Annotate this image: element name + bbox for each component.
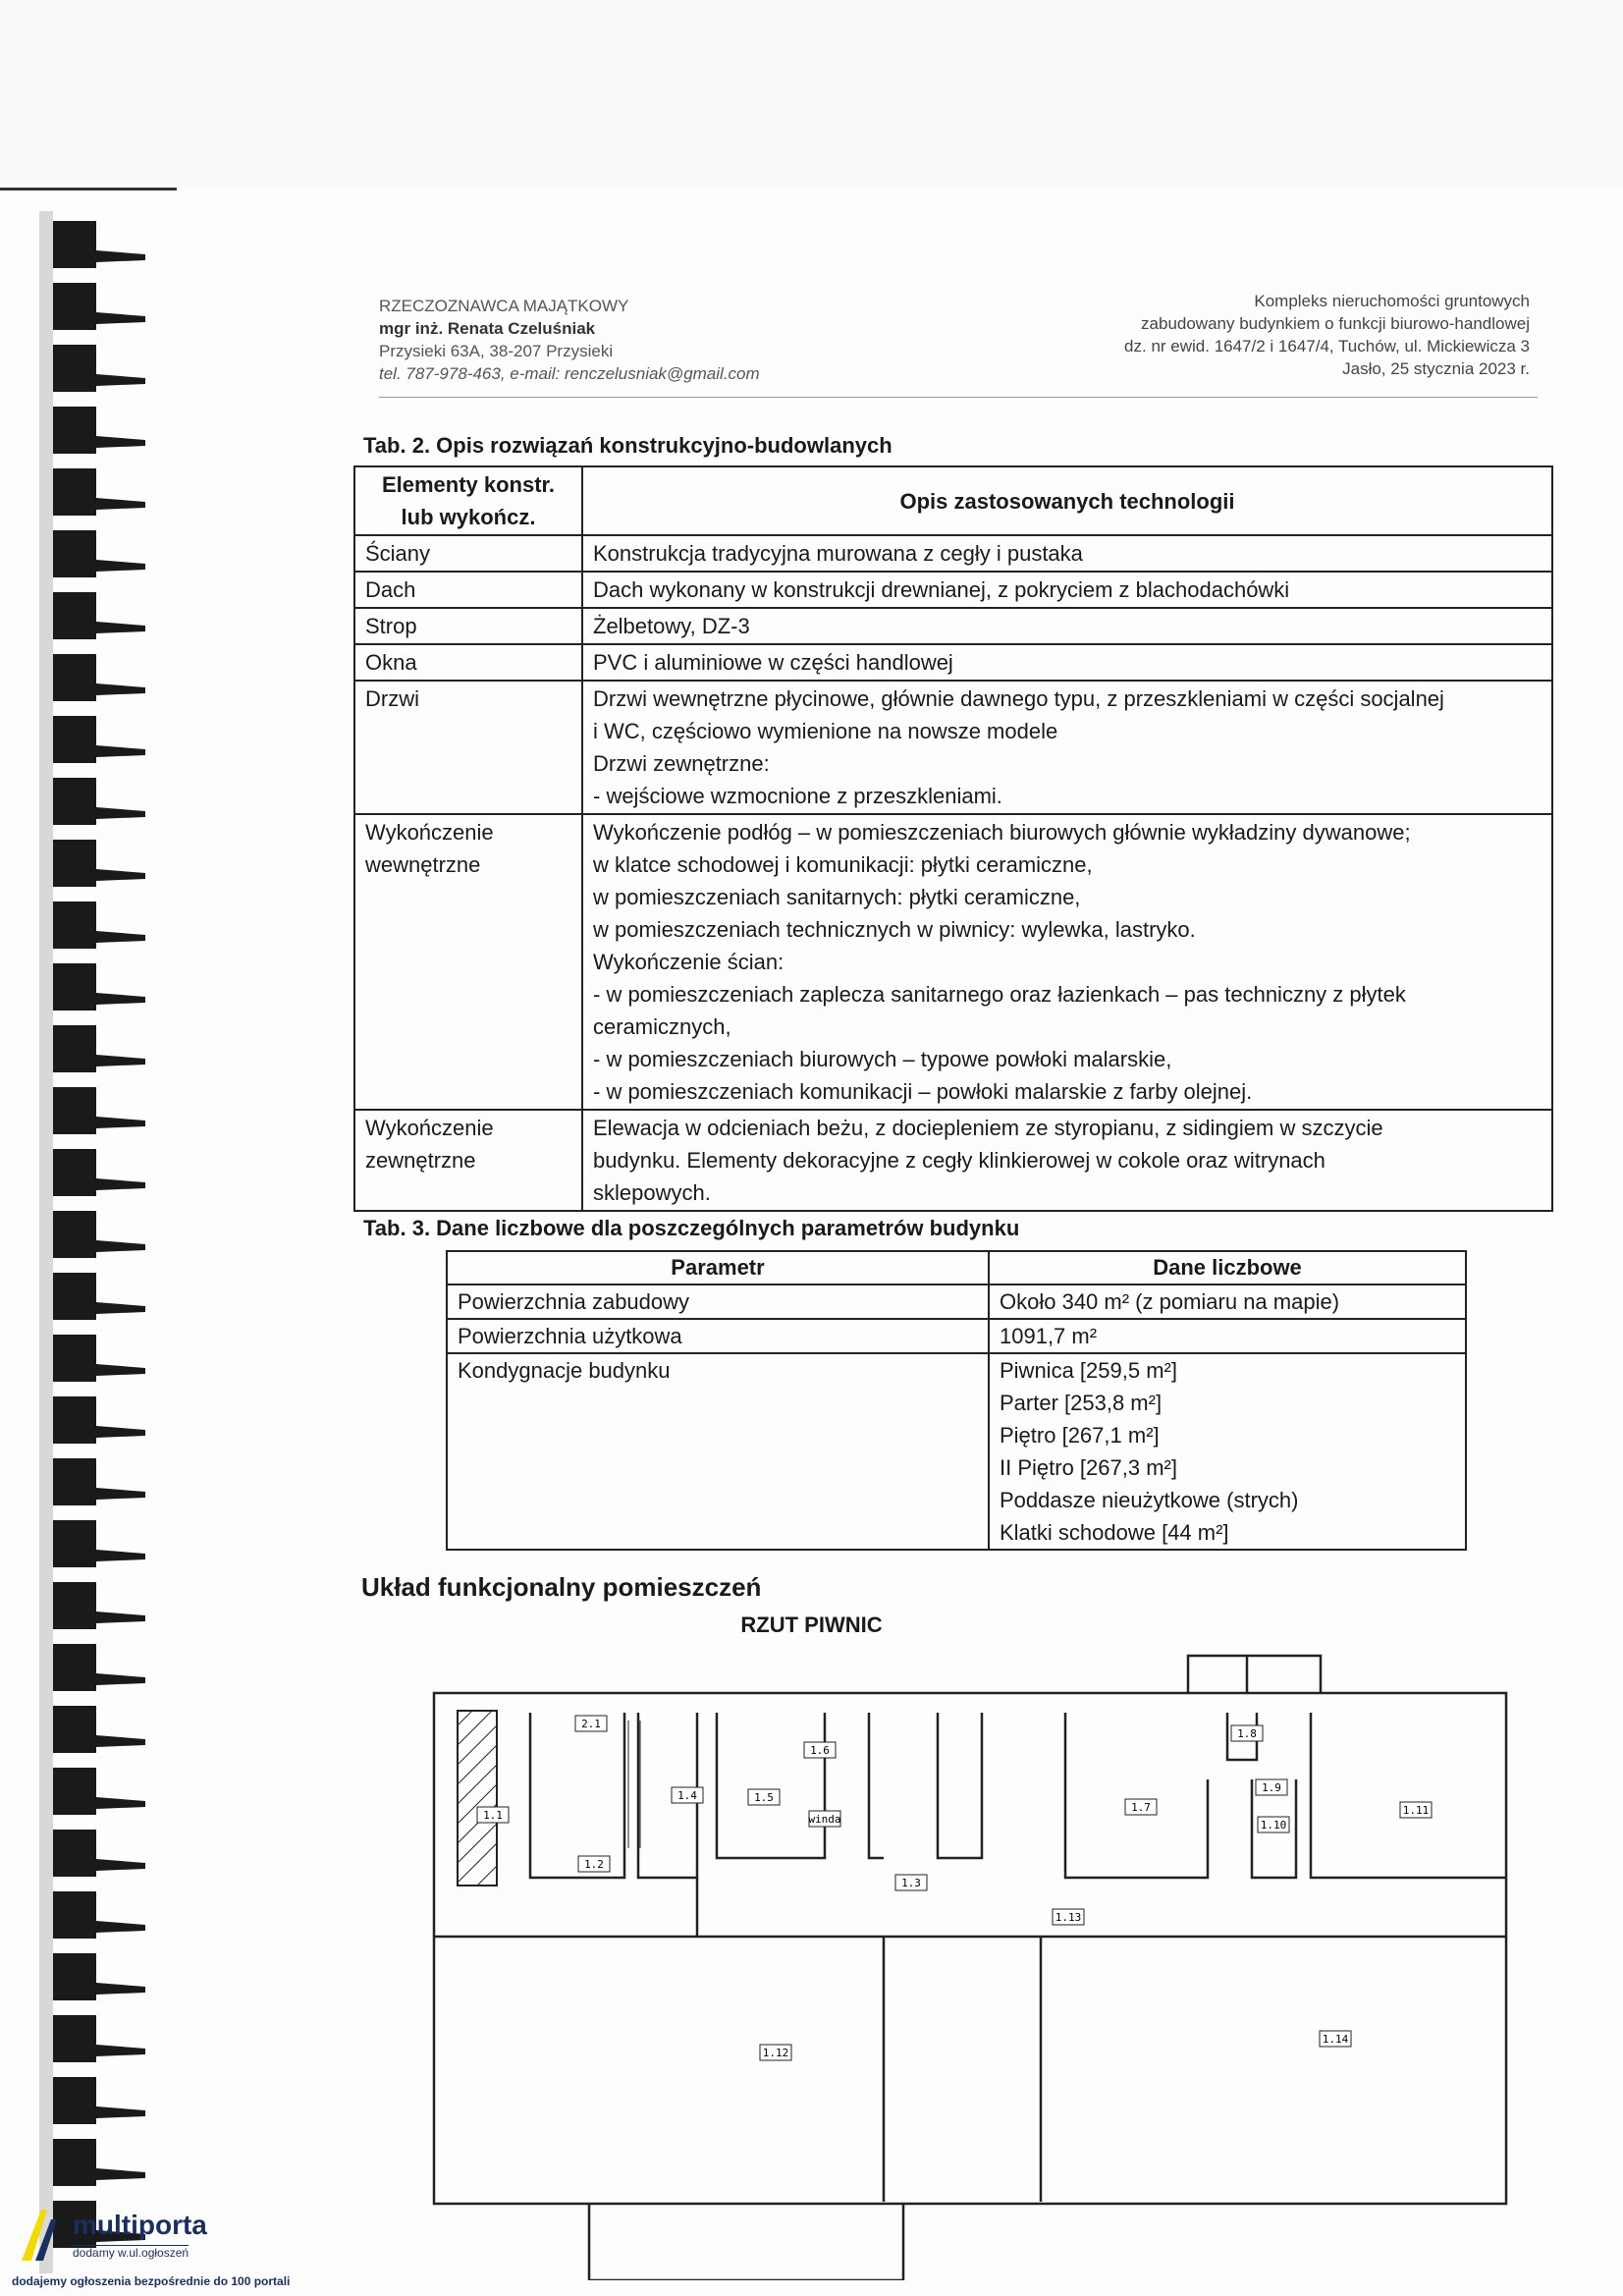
table-row — [354, 814, 1552, 1110]
room-label: 1.7 — [1131, 1801, 1151, 1814]
room-label: 1.6 — [810, 1744, 830, 1757]
row-element: Wykończenie wewnętrzne — [354, 814, 582, 1110]
description-line: sklepowych. — [593, 1180, 711, 1205]
row-element: Okna — [354, 644, 582, 681]
appraiser-name: mgr inż. Renata Czeluśniak — [379, 319, 596, 338]
row-description — [582, 572, 1552, 608]
description-line: - w pomieszczeniach zaplecza sanitarnego oraz łazienkach – pas techniczny z płytek — [593, 982, 1406, 1007]
table-row — [447, 1285, 1466, 1319]
col-element-header: Elementy konstr. lub wykończ. — [354, 466, 582, 535]
multiporta-watermark — [12, 2200, 306, 2293]
col-description-header: Opis zastosowanych technologii — [582, 466, 1552, 535]
description-line: - w pomieszczeniach biurowych – typowe powłoki malarskie, — [593, 1047, 1172, 1071]
table-row — [447, 1319, 1466, 1353]
basement-floor-plan — [432, 1652, 1512, 2280]
row-element: Drzwi — [354, 681, 582, 814]
value-line: Piwnica [259,5 m²] — [1000, 1358, 1177, 1383]
scan-edge-rule — [0, 188, 177, 191]
description-line: w pomieszczeniach technicznych w piwnicy: wylewka, lastryko. — [593, 917, 1196, 942]
spiral-binding — [39, 211, 157, 2273]
brand-footer: dodajemy ogłoszenia bezpośrednie do 100 portali — [12, 2274, 291, 2288]
value-line: Klatki schodowe [44 m²] — [1000, 1520, 1229, 1545]
multiporta-logo-icon — [18, 2206, 65, 2265]
property-line-2: zabudowany budynkiem o funkcji biurowo-handlowej — [1141, 314, 1530, 333]
description-line: budynku. Elementy dekoracyjne z cegły klinkierowej w cokole oraz witrynach — [593, 1148, 1325, 1173]
table-row — [354, 1110, 1552, 1211]
table-row — [447, 1353, 1466, 1550]
brand-tagline: dodamy w.ul.ogłoszeń — [73, 2246, 189, 2260]
parameter-value — [989, 1319, 1466, 1353]
parameter-name: Kondygnacje budynku — [447, 1353, 989, 1550]
table3-caption: Tab. 3. Dane liczbowe dla poszczególnych parametrów budynku — [363, 1216, 1020, 1240]
table-row — [354, 572, 1552, 608]
row-element: Wykończenie zewnętrzne — [354, 1110, 582, 1211]
value-line: 1091,7 m² — [1000, 1324, 1098, 1348]
room-label: 1.5 — [754, 1791, 774, 1804]
row-description — [582, 535, 1552, 572]
construction-table — [353, 465, 1553, 1212]
description-line: Drzwi zewnętrzne: — [593, 751, 770, 776]
header-divider — [379, 397, 1538, 398]
description-line: Elewacja w odcieniach beżu, z dociepleniem ze styropianu, z sidingiem w szczycie — [593, 1116, 1383, 1140]
room-label: 1.9 — [1262, 1781, 1281, 1794]
description-line: w klatce schodowej i komunikacji: płytki ceramiczne, — [593, 852, 1093, 877]
room-label: 1.8 — [1237, 1727, 1257, 1740]
room-label: 1.10 — [1260, 1819, 1287, 1831]
row-description — [582, 608, 1552, 644]
property-line-4: Jasło, 25 stycznia 2023 r. — [1342, 359, 1530, 378]
description-line: Dach wykonany w konstrukcji drewnianej, z pokryciem z blachodachówki — [593, 577, 1290, 602]
property-header — [1124, 290, 1530, 380]
room-label: 1.11 — [1402, 1804, 1430, 1817]
scan-top-margin — [0, 0, 1623, 187]
description-line: Wykończenie podłóg – w pomieszczeniach biurowych głównie wykładziny dywanowe; — [593, 820, 1411, 845]
table-row — [354, 644, 1552, 681]
col-parameter-header: Parametr — [447, 1251, 989, 1285]
row-description — [582, 681, 1552, 814]
table2-caption: Tab. 2. Opis rozwiązań konstrukcyjno-budowlanych — [363, 433, 893, 458]
description-line: Wykończenie ścian: — [593, 950, 784, 974]
parameter-value — [989, 1285, 1466, 1319]
row-element: Ściany — [354, 535, 582, 572]
description-line: Żelbetowy, DZ-3 — [593, 614, 750, 638]
row-element: Strop — [354, 608, 582, 644]
parameter-name: Powierzchnia zabudowy — [447, 1285, 989, 1319]
description-line: Drzwi wewnętrzne płycinowe, głównie dawnego typu, z przeszkleniami w części socjalnej — [593, 686, 1444, 711]
description-line: PVC i aluminiowe w części handlowej — [593, 650, 953, 675]
table-row — [354, 608, 1552, 644]
room-label: 1.13 — [1055, 1911, 1082, 1924]
col-value-header: Dane liczbowe — [989, 1251, 1466, 1285]
functional-layout-title: Układ funkcjonalny pomieszczeń — [361, 1572, 762, 1602]
basement-plan-title: RZUT PIWNIC — [740, 1613, 883, 1637]
appraiser-contact: tel. 787-978-463, e-mail: renczelusniak@gmail.com — [379, 364, 760, 383]
room-label: 1.4 — [677, 1789, 697, 1802]
property-line-3: dz. nr ewid. 1647/2 i 1647/4, Tuchów, ul. Mickiewicza 3 — [1124, 337, 1530, 355]
room-label: 1.3 — [901, 1877, 921, 1889]
row-description — [582, 644, 1552, 681]
room-label: 1.2 — [584, 1858, 604, 1871]
table-row — [354, 681, 1552, 814]
description-line: Konstrukcja tradycyjna murowana z cegły i pustaka — [593, 541, 1083, 566]
appraiser-role: RZECZOZNAWCA MAJĄTKOWY — [379, 297, 629, 315]
room-label: 2.1 — [581, 1718, 601, 1730]
description-line: - w pomieszczeniach komunikacji – powłoki malarskie z farby olejnej. — [593, 1079, 1253, 1104]
value-line: Poddasze nieużytkowe (strych) — [1000, 1488, 1299, 1512]
value-line: II Piętro [267,3 m²] — [1000, 1455, 1177, 1480]
table-row — [354, 535, 1552, 572]
row-description — [582, 814, 1552, 1110]
appraiser-header — [379, 295, 760, 385]
property-line-1: Kompleks nieruchomości gruntowych — [1254, 292, 1530, 310]
room-label: 1.1 — [483, 1809, 503, 1822]
row-description — [582, 1110, 1552, 1211]
parameter-value — [989, 1353, 1466, 1550]
description-line: - wejściowe wzmocnione z przeszkleniami. — [593, 784, 1002, 808]
value-line: Piętro [267,1 m²] — [1000, 1423, 1160, 1448]
building-data-table — [446, 1250, 1467, 1551]
row-element: Dach — [354, 572, 582, 608]
value-line: Parter [253,8 m²] — [1000, 1391, 1163, 1415]
room-label: winda — [808, 1813, 841, 1826]
parameter-name: Powierzchnia użytkowa — [447, 1319, 989, 1353]
description-line: ceramicznych, — [593, 1014, 731, 1039]
description-line: i WC, częściowo wymienione na nowsze modele — [593, 719, 1058, 743]
description-line: w pomieszczeniach sanitarnych: płytki ceramiczne, — [593, 885, 1081, 909]
brand-name: multiporta — [73, 2210, 207, 2240]
value-line: Około 340 m² (z pomiaru na mapie) — [1000, 1289, 1340, 1314]
room-label: 1.14 — [1322, 2033, 1349, 2046]
appraiser-address: Przysieki 63A, 38-207 Przysieki — [379, 342, 614, 360]
room-label: 1.12 — [762, 2047, 789, 2059]
